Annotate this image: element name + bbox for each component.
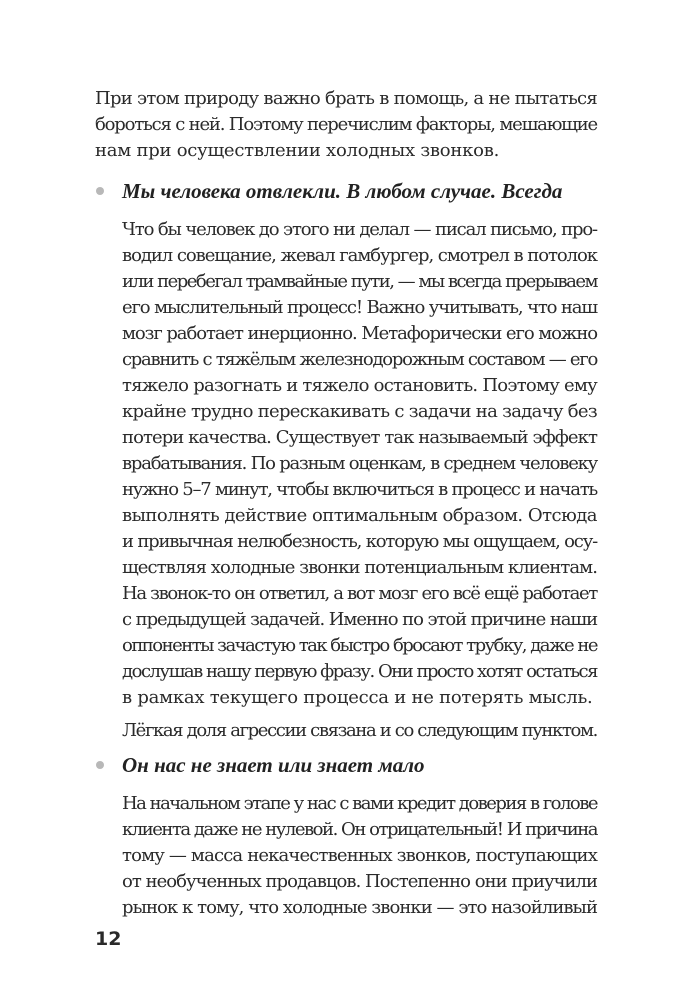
body-line: водил совещание, жевал гамбургер, смотрел в потолок (122, 245, 597, 266)
body-line: мозг работает инерционно. Метафорически его можно (122, 323, 597, 344)
body-line: оппоненты зачастую так быстро бросают трубку, даже не (122, 635, 597, 656)
intro-line: нам при осуществлении холодных звонков. (95, 140, 500, 161)
body-line: дослушав нашу первую фразу. Они просто хотят остаться (122, 661, 597, 682)
body-line: в рамках текущего процесса и не потерять мысль. (122, 687, 593, 708)
intro-line: бороться с ней. Поэтому перечислим факторы, мешающие (95, 114, 597, 135)
closing-line: Лёгкая доля агрессии связана и со следующим пунктом. (122, 720, 597, 741)
bullet-icon (96, 761, 104, 769)
page-number: 12 (95, 928, 122, 950)
body-line: крайне трудно перескакивать с задачи на задачу без (122, 401, 597, 422)
bullet-icon (96, 187, 104, 195)
body-line: от необученных продавцов. Постепенно они приучили (122, 871, 597, 892)
body-line: тому — масса некачественных звонков, поступающих (122, 845, 597, 866)
body-line: сравнить с тяжёлым железнодорожным составом — его (122, 349, 598, 370)
body-line: рынок к тому, что холодные звонки — это назойливый (122, 897, 597, 918)
body-line: или перебегал трамвайные пути, — мы всегда прерываем (122, 271, 597, 292)
body-line: На начальном этапе у нас с вами кредит доверия в голове (122, 793, 597, 814)
intro-line: При этом природу важно брать в помощь, а не пытаться (95, 88, 597, 109)
body-line: врабатывания. По разным оценкам, в среднем человеку (122, 453, 597, 474)
body-line: Что бы человек до этого ни делал — писал письмо, про- (122, 219, 597, 240)
section-heading: Мы человека отвлекли. В любом случае. Всегда (122, 179, 563, 203)
body-line: ществляя холодные звонки потенциальным клиентам. (122, 557, 597, 578)
body-line: потери качества. Существует так называемый эффект (122, 427, 597, 448)
body-line: и привычная нелюбезность, которую мы ощущаем, осу- (122, 531, 597, 552)
body-line: выполнять действие оптимальным образом. Отсюда (122, 505, 597, 526)
body-line: клиента даже не нулевой. Он отрицательный! И причина (122, 819, 597, 840)
body-line: его мыслительный процесс! Важно учитывать, что наш (122, 297, 597, 318)
section-heading: Он нас не знает или знает мало (122, 753, 425, 777)
body-line: тяжело разогнать и тяжело остановить. Поэтому ему (122, 375, 597, 396)
body-line: нужно 5–7 минут, чтобы включиться в процесс и начать (122, 479, 597, 500)
body-line: На звонок-то он ответил, а вот мозг его всё ещё работает (122, 583, 597, 604)
body-line: с предыдущей задачей. Именно по этой причине наши (122, 609, 597, 630)
